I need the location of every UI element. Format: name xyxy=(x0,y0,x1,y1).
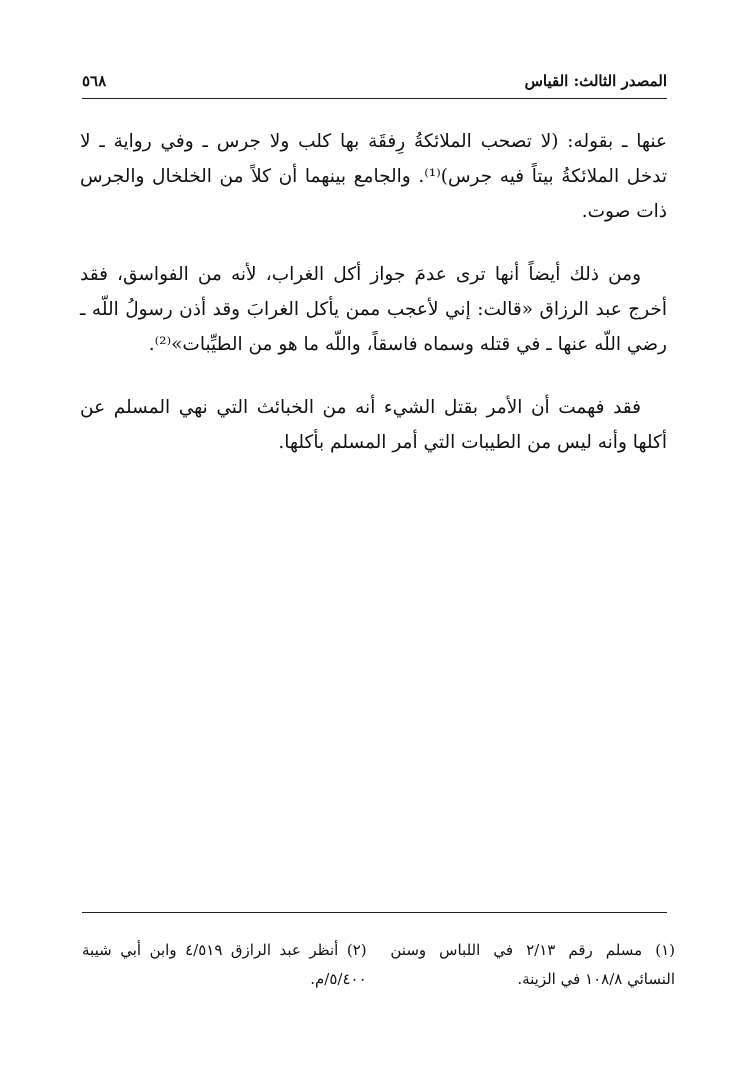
footnote-1: (١) مسلم رقم ٢/١٣ في اللباس وسنن النسائي ١٠٨/٨ في الزينة. xyxy=(390,941,675,988)
running-header xyxy=(82,66,667,99)
footnotes xyxy=(82,936,675,994)
page-number: ٥٦٨ xyxy=(82,72,107,90)
footnote-divider xyxy=(82,912,667,913)
body-text xyxy=(80,124,667,488)
paragraph-3: فقد فهمت أن الأمر بقتل الشيء أنه من الخبائث التي نهي المسلم عن أكلها وأنه ليس من الطيبات التي أمر المسلم بأكلها. xyxy=(80,397,667,453)
paragraph-2: ومن ذلك أيضاً أنها ترى عدمَ جواز أكل الغراب، لأنه من الفواسق، فقد أخرج عبد الرزاق «قالت: إني لأعجب ممن يأكل الغرابَ وقد أذن رسولُ اللّه ـ رضي اللّه عنها ـ في قتله وسماه فاسقاً، واللّه ما هو من الطيِّبات»⁽²⁾. xyxy=(80,264,667,355)
footnote-2: (٢) أنظر عبد الرازق ٤/٥١٩ وابن أبي شيبة ٥/٤٠٠/م. xyxy=(82,941,367,988)
chapter-title: المصدر الثالث: القياس xyxy=(524,72,667,90)
paragraph-1: عنها ـ بقوله: (لا تصحب الملائكةُ رِفقَة بها كلب ولا جرس ـ وفي رواية ـ لا تدخل الملائكةُ بيتاً فيه جرس)⁽¹⁾. والجامع بينهما أن كلاً من الخلخال والجرس ذات صوت. xyxy=(80,131,667,222)
